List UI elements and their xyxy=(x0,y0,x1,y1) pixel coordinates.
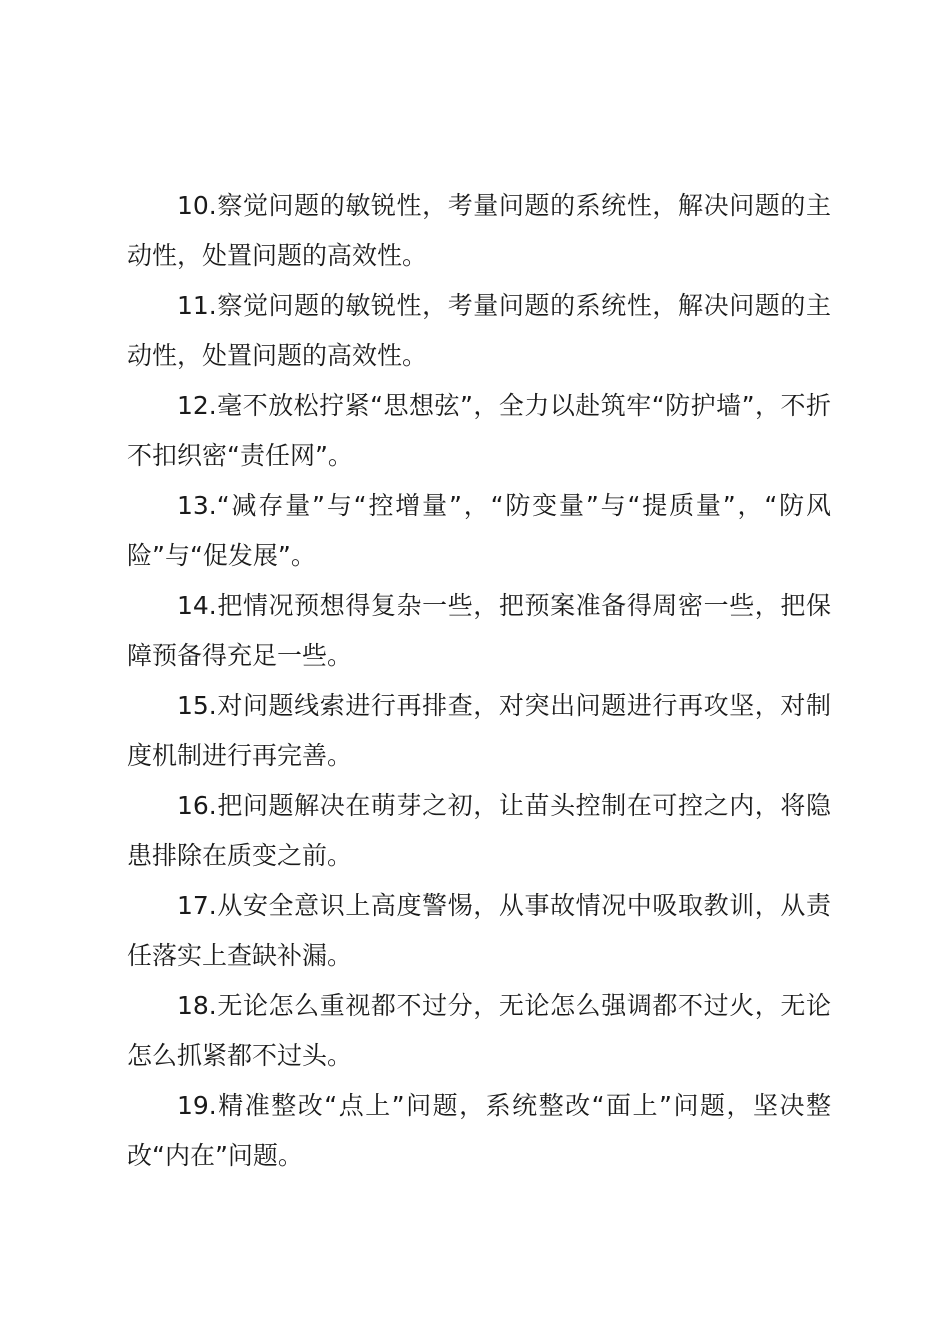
paragraph-19: 19.精准整改“点上”问题，系统整改“面上”问题，坚决整改“内在”问题。 xyxy=(127,1091,831,1170)
paragraph-15: 15.对问题线索进行再排查，对突出问题进行再攻坚，对制度机制进行再完善。 xyxy=(127,691,831,770)
paragraph-17: 17.从安全意识上高度警惕，从事故情况中吸取教训，从责任落实上查缺补漏。 xyxy=(127,891,831,970)
paragraph-12: 12.毫不放松拧紧“思想弦”，全力以赴筑牢“防护墙”，不折不扣织密“责任网”。 xyxy=(127,391,831,470)
paragraph-14: 14.把情况预想得复杂一些，把预案准备得周密一些，把保障预备得充足一些。 xyxy=(127,591,831,670)
paragraph-10: 10.察觉问题的敏锐性，考量问题的系统性，解决问题的主动性，处置问题的高效性。 xyxy=(127,191,831,270)
document-page xyxy=(127,181,831,1181)
paragraph-11: 11.察觉问题的敏锐性，考量问题的系统性，解决问题的主动性，处置问题的高效性。 xyxy=(127,291,831,370)
paragraph-13: 13.“减存量”与“控增量”，“防变量”与“提质量”，“防风险”与“促发展”。 xyxy=(127,491,831,570)
paragraph-16: 16.把问题解决在萌芽之初，让苗头控制在可控之内，将隐患排除在质变之前。 xyxy=(127,791,831,870)
paragraph-18: 18.无论怎么重视都不过分，无论怎么强调都不过火，无论怎么抓紧都不过头。 xyxy=(127,991,831,1070)
